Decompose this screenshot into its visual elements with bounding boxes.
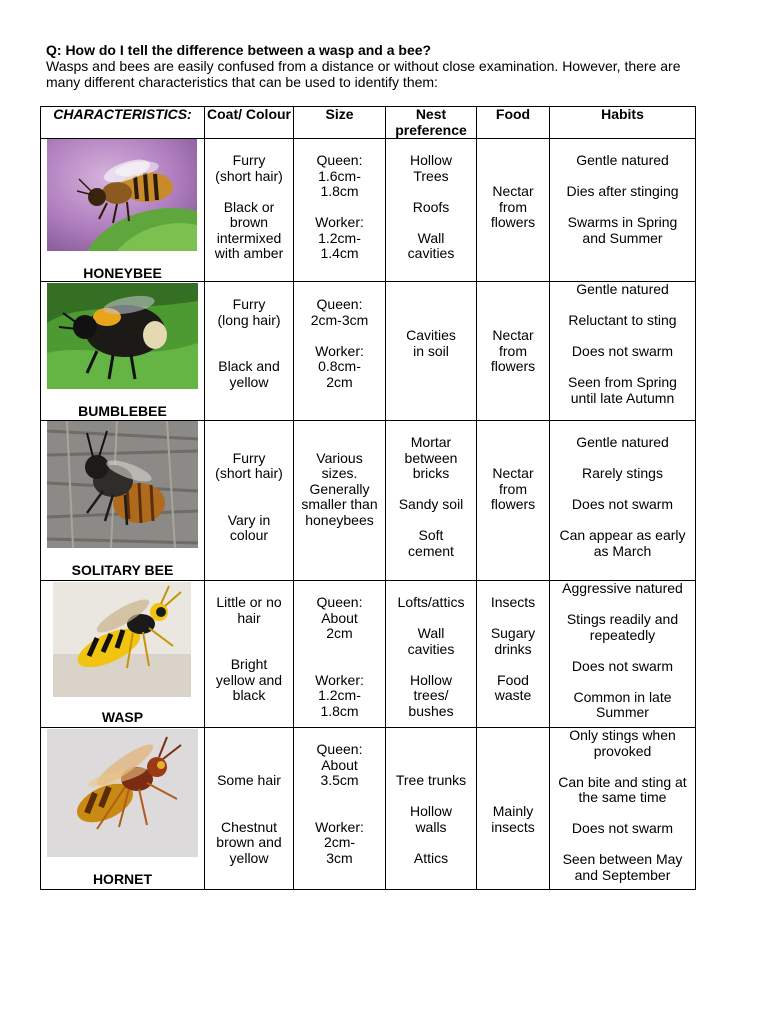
coat-line: brown and (216, 834, 282, 850)
size-line: 2cm (326, 625, 353, 641)
nest-line: Mortar (410, 434, 452, 450)
habits-line: Reluctant to sting (568, 312, 677, 328)
honeybee-coat (205, 139, 294, 282)
honeybee-nest (386, 139, 477, 282)
animal-cell-solitary-bee (41, 421, 205, 581)
bumblebee-coat (205, 282, 294, 421)
nest-line: Tree trunks (395, 772, 467, 788)
comparison-table (40, 106, 696, 890)
table-row (41, 139, 696, 282)
solitary-bee-coat (205, 421, 294, 581)
honeybee-photo (47, 139, 197, 251)
size-line: 2cm- (323, 834, 356, 850)
habits-line: until late Autumn (570, 389, 675, 406)
animal-cell-hornet (41, 728, 205, 890)
coat-line: Little or no (216, 594, 282, 610)
food-line: flowers (490, 358, 536, 374)
hornet-habits (550, 728, 696, 890)
hornet-size (294, 728, 386, 890)
food-line: from (499, 342, 527, 359)
size-line: 1.4cm (320, 245, 359, 261)
animal-name-solitary-bee: SOLITARY BEE (71, 562, 174, 578)
honeybee-habits (550, 139, 696, 282)
food-line: Nectar (492, 327, 534, 343)
habits-line: Stings readily and (566, 611, 679, 627)
coat-line: hair (237, 609, 261, 626)
size-line: Queen: (316, 741, 363, 757)
coat-line: (short hair) (215, 465, 283, 481)
food-line: Insects (490, 594, 536, 610)
size-line: About (321, 756, 358, 773)
table-row (41, 581, 696, 728)
animal-name-bumblebee: BUMBLEBEE (78, 403, 167, 419)
habits-line: and Summer (582, 229, 663, 246)
solitary-bee-size (294, 421, 386, 581)
header-characteristics: CHARACTERISTICS: (41, 107, 205, 139)
hornet-food (477, 728, 550, 890)
bumblebee-food (477, 282, 550, 421)
coat-line: Some hair (217, 772, 281, 788)
habits-line: repeatedly (589, 626, 656, 643)
coat-line: Furry (232, 449, 266, 466)
solitary-bee-food (477, 421, 550, 581)
habits-line: as March (593, 542, 652, 559)
hornet-illustration (47, 729, 198, 857)
wasp-illustration (53, 582, 191, 697)
size-line: 1.2cm- (318, 687, 361, 703)
header-nest-line2: preference (395, 121, 467, 138)
nest-line: cavities (407, 640, 455, 657)
honeybee-size (294, 139, 386, 282)
habits-line: Dies after stinging (566, 183, 679, 199)
bumblebee-illustration (47, 283, 198, 389)
nest-line: trees/ (413, 687, 449, 703)
header-size: Size (294, 107, 386, 139)
food-line: drinks (494, 640, 532, 657)
nest-line: Roofs (412, 198, 450, 215)
bumblebee-photo (47, 283, 198, 389)
size-line: 1.8cm (320, 183, 359, 199)
food-line: waste (494, 687, 532, 703)
animal-cell-honeybee (41, 139, 205, 282)
habits-line: Summer (596, 704, 649, 720)
header-habits: Habits (550, 107, 696, 139)
nest-line: Hollow (409, 152, 452, 168)
table-row (41, 421, 696, 581)
wasp-nest (386, 581, 477, 728)
size-line: Various (316, 449, 363, 466)
coat-line: colour (229, 527, 269, 543)
nest-line: Hollow (409, 671, 452, 688)
size-line: Worker: (315, 342, 364, 359)
coat-line: Furry (232, 152, 266, 168)
coat-line: yellow and (215, 671, 283, 688)
habits-line: Seen from Spring (568, 374, 677, 390)
habits-line: Does not swarm (571, 820, 674, 836)
size-line: 2cm-3cm (310, 311, 369, 328)
coat-line: Black and (218, 358, 280, 374)
wasp-size (294, 581, 386, 728)
nest-line: Cavities (406, 327, 456, 343)
nest-line: Sandy soil (398, 496, 464, 512)
size-line: honeybees (305, 511, 374, 528)
habits-line: Gentle natured (576, 152, 669, 168)
size-line: 1.2cm- (318, 229, 361, 246)
coat-line: Chestnut (220, 818, 278, 835)
size-line: Generally (309, 480, 370, 497)
size-line: 1.6cm- (318, 167, 361, 184)
nest-line: bushes (408, 702, 454, 719)
solitary-bee-illustration (47, 421, 198, 548)
table-row (41, 728, 696, 890)
coat-line: yellow (229, 373, 269, 390)
coat-line: brown (229, 214, 269, 230)
nest-line: Attics (413, 849, 449, 866)
food-line: Nectar (492, 465, 534, 481)
coat-line: Furry (232, 296, 266, 312)
size-line: Worker: (315, 818, 364, 835)
food-line: insects (491, 818, 535, 835)
habits-line: Gentle natured (576, 281, 669, 297)
size-line: smaller than (301, 496, 378, 512)
size-line: 1.8cm (320, 702, 359, 719)
nest-line: Soft (418, 527, 444, 543)
size-line: 3.5cm (320, 772, 359, 788)
solitary-bee-photo (47, 421, 198, 548)
size-line: About (321, 609, 358, 626)
habits-line: Does not swarm (571, 343, 674, 359)
coat-line: with amber (214, 245, 284, 261)
food-line: from (499, 480, 527, 497)
coat-line: intermixed (216, 229, 282, 246)
coat-line: Bright (230, 656, 268, 672)
header-nest-line1: Nest (415, 106, 447, 122)
habits-line: and September (574, 866, 671, 883)
habits-line: Does not swarm (571, 496, 674, 512)
coat-line: Vary in (227, 511, 271, 528)
wasp-photo (53, 582, 191, 697)
size-line: 0.8cm- (318, 358, 361, 374)
honeybee-illustration (47, 139, 197, 251)
wasp-coat (205, 581, 294, 728)
hornet-photo (47, 729, 198, 857)
habits-line: Can bite and sting at (558, 773, 687, 790)
animal-name-hornet: HORNET (92, 871, 153, 887)
nest-line: Wall (417, 625, 445, 641)
food-line: Mainly (492, 803, 534, 819)
header-coat-colour (205, 107, 294, 139)
food-line: flowers (490, 496, 536, 512)
habits-line: Rarely stings (582, 465, 663, 481)
nest-line: between (404, 449, 458, 466)
bumblebee-habits (550, 282, 696, 421)
animal-cell-bumblebee (41, 282, 205, 421)
food-line: flowers (490, 214, 536, 230)
bumblebee-nest (386, 282, 477, 421)
habits-line: Swarms in Spring (567, 214, 678, 230)
nest-line: bricks (412, 465, 450, 481)
habits-line: Only stings when (569, 727, 676, 743)
food-line: Food (497, 671, 529, 688)
habits-line: provoked (593, 742, 652, 759)
honeybee-food (477, 139, 550, 282)
coat-line: (long hair) (217, 311, 281, 328)
wasp-habits (550, 581, 696, 728)
hornet-nest (386, 728, 477, 890)
coat-line: (short hair) (215, 167, 283, 184)
header-nest-preference (386, 107, 477, 139)
bumblebee-size (294, 282, 386, 421)
coat-line: black (232, 687, 266, 703)
coat-line: Black or (223, 198, 275, 215)
size-line: 3cm (326, 849, 353, 866)
food-line: Sugary (490, 625, 536, 641)
habits-line: Seen between May (562, 851, 683, 867)
nest-line: cement (408, 542, 454, 559)
animal-cell-wasp (41, 581, 205, 728)
habits-line: Gentle natured (576, 434, 669, 450)
nest-line: Wall (417, 229, 445, 246)
coat-line: yellow (229, 849, 269, 866)
size-line: sizes. (321, 465, 358, 481)
nest-line: Hollow (409, 803, 452, 819)
solitary-bee-nest (386, 421, 477, 581)
table-row (41, 282, 696, 421)
nest-line: walls (415, 818, 447, 835)
page-title: Q: How do I tell the difference between a wasp and a bee? (46, 42, 432, 58)
header-coat-line1: Coat/ (207, 106, 242, 122)
size-line: Queen: (316, 296, 363, 312)
nest-line: Trees (413, 167, 449, 184)
wasp-food (477, 581, 550, 728)
nest-line: cavities (407, 245, 455, 261)
size-line: 2cm (326, 373, 353, 390)
header-food: Food (477, 107, 550, 139)
nest-line: in soil (413, 342, 449, 359)
size-line: Queen: (316, 152, 363, 168)
animal-name-wasp: WASP (101, 709, 144, 725)
habits-line: Does not swarm (571, 657, 674, 674)
food-line: Nectar (492, 183, 534, 199)
size-line: Worker: (315, 214, 364, 230)
animal-name-honeybee: HONEYBEE (83, 265, 162, 281)
size-line: Queen: (316, 594, 363, 610)
solitary-bee-habits (550, 421, 696, 581)
header-coat-line2: Colour (245, 106, 291, 122)
food-line: from (499, 198, 527, 215)
nest-line: Lofts/attics (397, 594, 465, 610)
header-row (41, 107, 696, 139)
habits-line: Can appear as early (559, 527, 686, 543)
habits-line: Common in late (573, 688, 672, 705)
habits-line: Aggressive natured (562, 580, 683, 596)
size-line: Worker: (315, 671, 364, 688)
habits-line: the same time (578, 789, 667, 805)
intro-paragraph: Wasps and bees are easily confused from a distance or without close examination. However, there are many different characteristics that can be used to identify them: (46, 58, 681, 90)
hornet-coat (205, 728, 294, 890)
